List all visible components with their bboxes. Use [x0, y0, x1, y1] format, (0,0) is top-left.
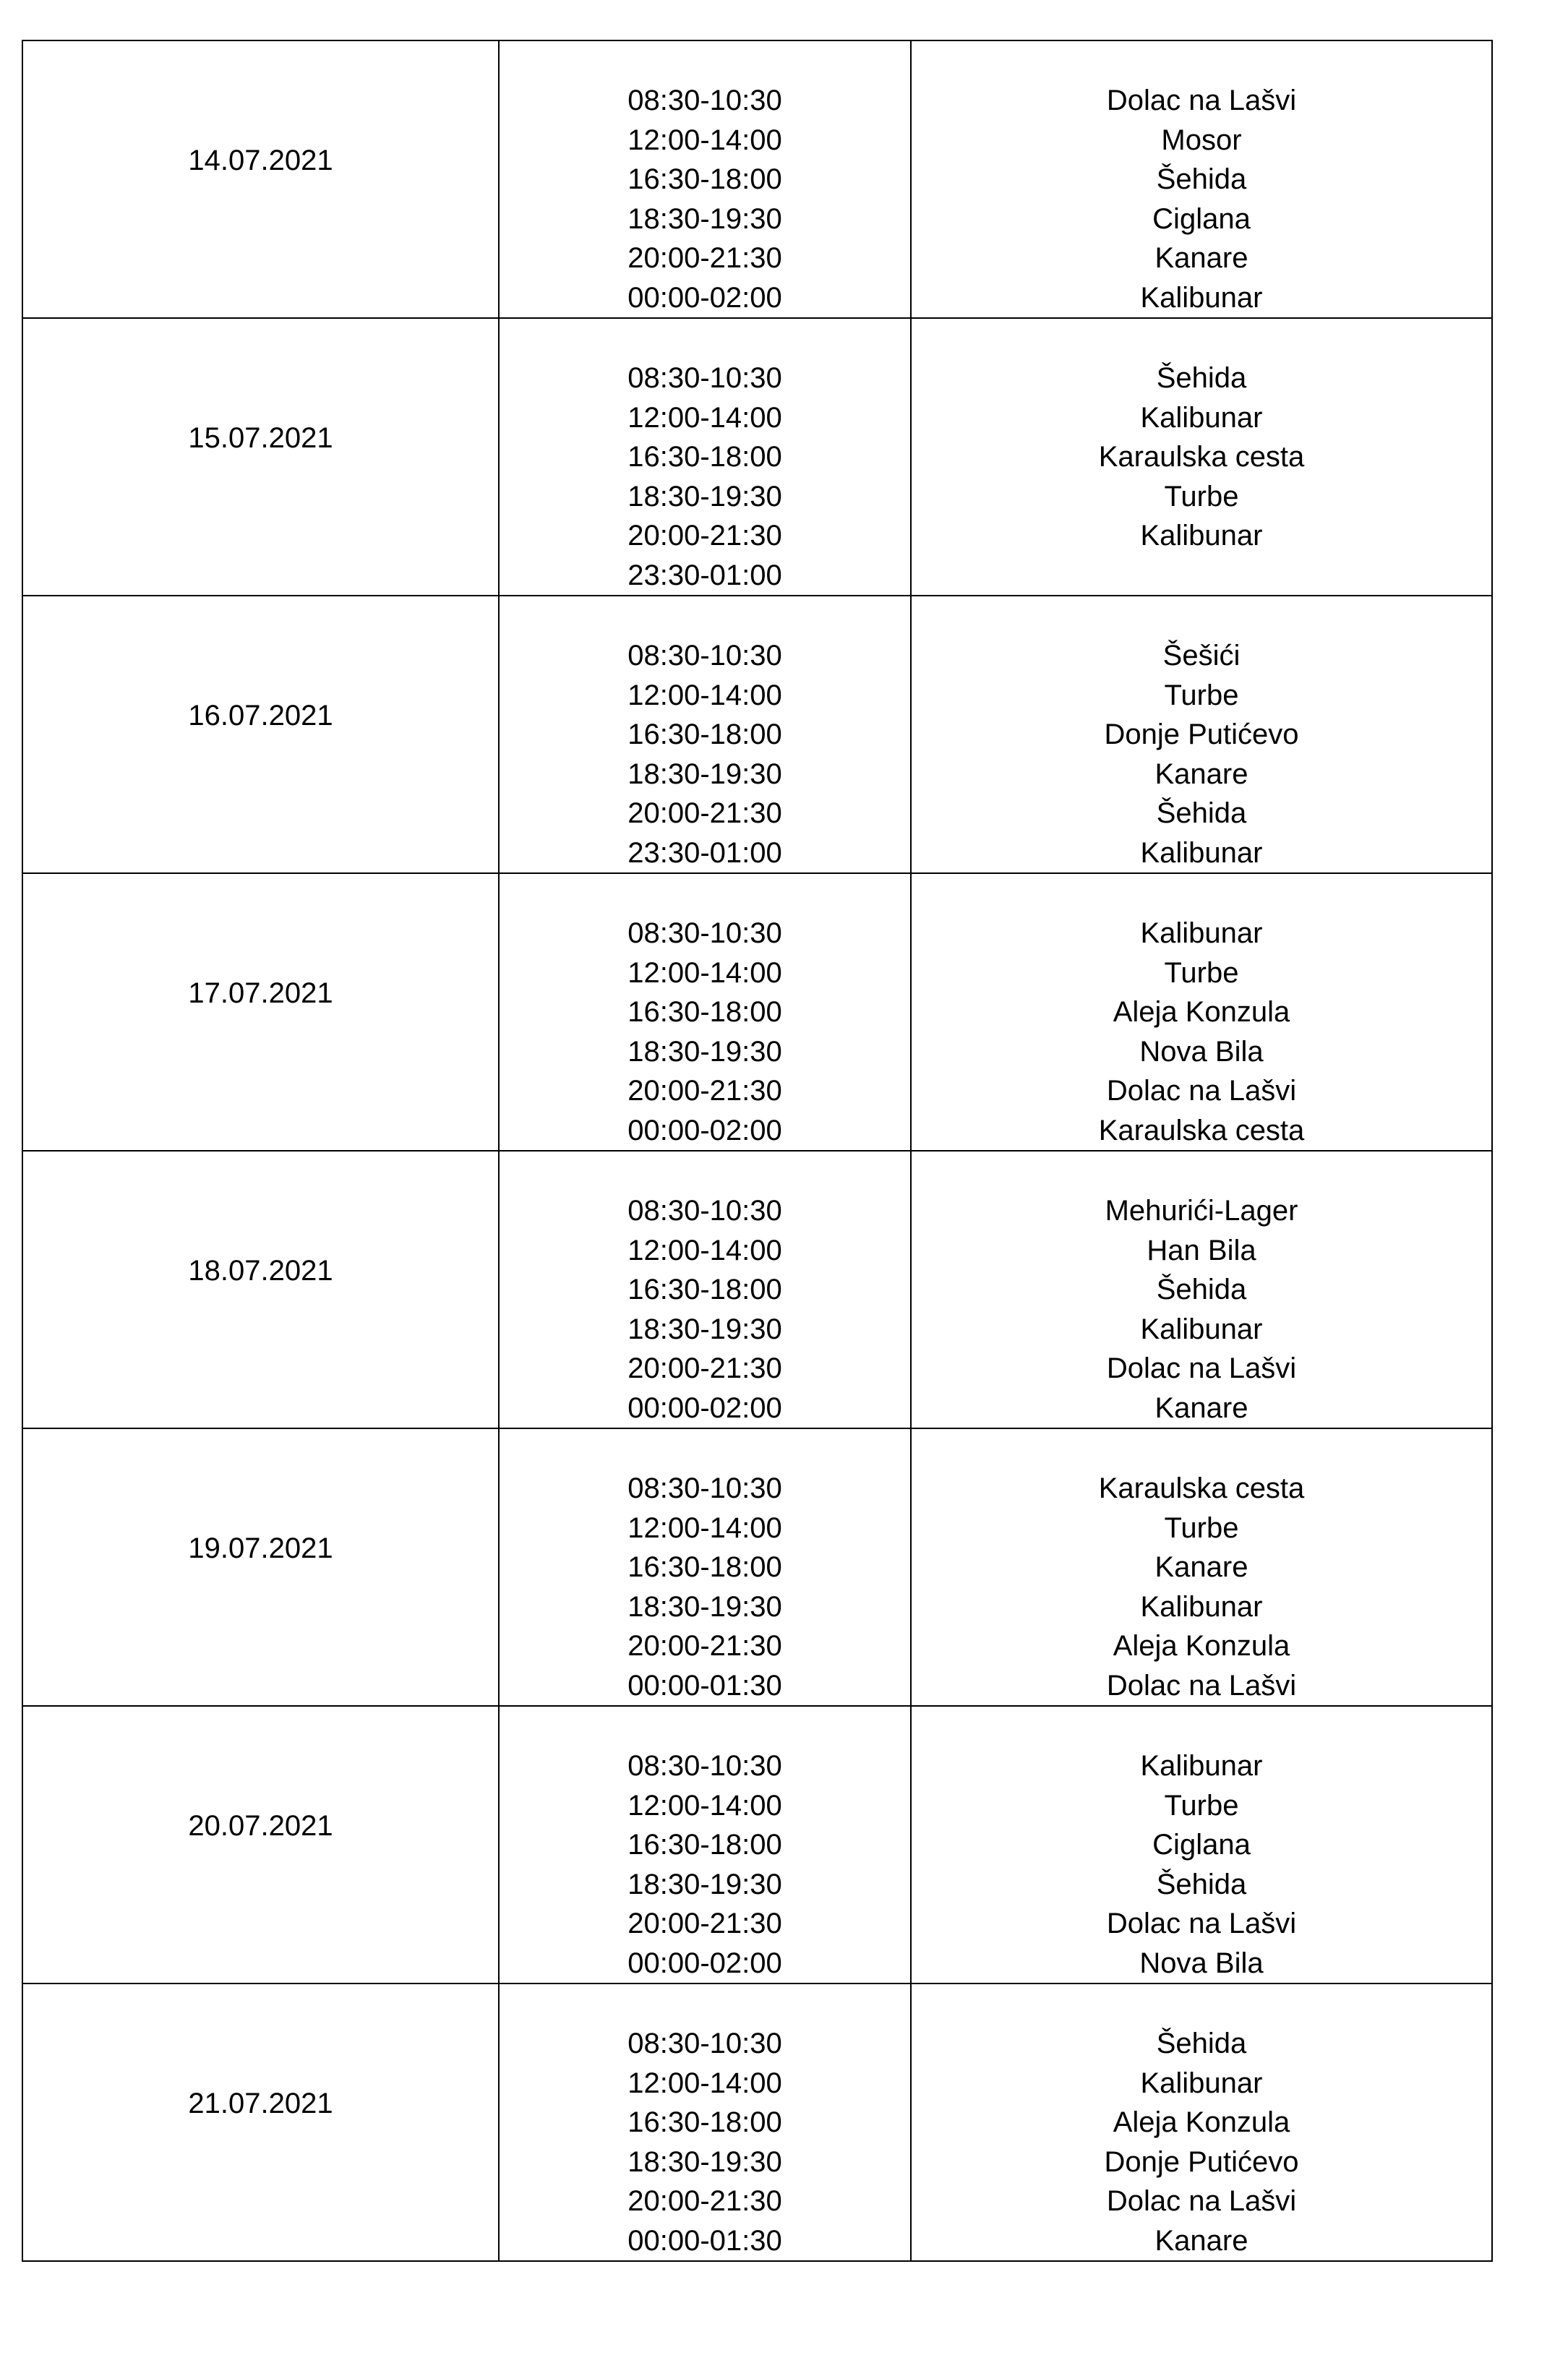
table-row	[22, 873, 1492, 1151]
table-row	[22, 318, 1492, 596]
time-slot: 16:30-18:00	[627, 996, 782, 1028]
date-cell	[22, 1706, 499, 1984]
location-cell	[911, 40, 1492, 318]
location-name: Karaulska cesta	[1098, 1472, 1305, 1504]
time-slot: 08:30-10:30	[627, 1472, 782, 1504]
location-name: Šehida	[1156, 163, 1247, 195]
location-name: Turbe	[1164, 1789, 1239, 1822]
time-slot: 18:30-19:30	[627, 758, 782, 790]
date-cell	[22, 596, 499, 873]
date-text: 16.07.2021	[188, 700, 333, 732]
time-slot: 08:30-10:30	[627, 1195, 782, 1227]
time-slot: 12:00-14:00	[627, 2067, 782, 2099]
location-name: Nova Bila	[1139, 1035, 1264, 1068]
time-slot: 16:30-18:00	[627, 441, 782, 473]
time-slot: 20:00-21:30	[627, 1352, 782, 1384]
time-slot: 18:30-19:30	[627, 1035, 782, 1068]
table-row	[22, 596, 1492, 873]
date-text: 14.07.2021	[188, 145, 333, 176]
date-text: 17.07.2021	[188, 977, 333, 1009]
time-slot: 08:30-10:30	[627, 640, 782, 672]
time-slot: 16:30-18:00	[627, 163, 782, 195]
time-slot: 00:00-01:30	[627, 2224, 782, 2257]
time-slot: 08:30-10:30	[627, 85, 782, 116]
time-slot: 18:30-19:30	[627, 1868, 782, 1900]
time-slot: 16:30-18:00	[627, 1829, 782, 1861]
date-text: 21.07.2021	[188, 2088, 333, 2119]
time-slot: 20:00-21:30	[627, 520, 782, 552]
time-slot: 20:00-21:30	[627, 1630, 782, 1662]
location-name: Aleja Konzula	[1113, 996, 1290, 1028]
location-cell	[911, 1984, 1492, 2261]
time-slot: 08:30-10:30	[627, 917, 782, 949]
time-slot: 12:00-14:00	[627, 124, 782, 156]
location-cell	[911, 1151, 1492, 1428]
time-slot: 12:00-14:00	[627, 679, 782, 711]
time-slot: 08:30-10:30	[627, 2028, 782, 2059]
location-name: Kanare	[1154, 1551, 1248, 1583]
location-name: Kalibunar	[1140, 917, 1263, 949]
location-name: Turbe	[1164, 480, 1239, 513]
time-slot: 00:00-02:00	[627, 1947, 782, 1979]
time-slot: 23:30-01:00	[627, 559, 782, 591]
time-slot: 20:00-21:30	[627, 242, 782, 274]
location-name: Mosor	[1161, 124, 1242, 156]
time-slot: 00:00-02:00	[627, 281, 782, 314]
time-slot: 00:00-01:30	[627, 1669, 782, 1702]
location-name: Šehida	[1156, 362, 1247, 394]
time-slot: 18:30-19:30	[627, 480, 782, 513]
location-name: Karaulska cesta	[1098, 441, 1305, 473]
time-slot: 20:00-21:30	[627, 2185, 782, 2217]
location-name: Dolac na Lašvi	[1106, 85, 1297, 116]
location-name: Dolac na Lašvi	[1106, 1908, 1297, 1939]
date-cell	[22, 318, 499, 596]
location-name: Kanare	[1154, 242, 1248, 274]
date-text: 20.07.2021	[188, 1810, 333, 1842]
time-cell	[499, 1428, 911, 1706]
time-slot: 18:30-19:30	[627, 2145, 782, 2178]
time-slot: 12:00-14:00	[627, 956, 782, 989]
location-name: Dolac na Lašvi	[1106, 1352, 1297, 1384]
location-name: Aleja Konzula	[1113, 1630, 1290, 1662]
table-row	[22, 40, 1492, 318]
location-name: Kanare	[1154, 2224, 1248, 2257]
location-cell	[911, 318, 1492, 596]
location-name: Kanare	[1154, 758, 1248, 790]
location-cell	[911, 596, 1492, 873]
location-name: Donje Putićevo	[1104, 2145, 1299, 2178]
table-row	[22, 1428, 1492, 1706]
location-name: Ciglana	[1152, 202, 1251, 235]
location-name: Aleja Konzula	[1113, 2106, 1290, 2138]
time-slot: 12:00-14:00	[627, 1511, 782, 1544]
time-cell	[499, 1706, 911, 1984]
date-text: 19.07.2021	[188, 1532, 333, 1564]
time-slot: 08:30-10:30	[627, 1750, 782, 1782]
location-cell	[911, 873, 1492, 1151]
date-cell	[22, 40, 499, 318]
location-name: Mehurići-Lager	[1105, 1195, 1298, 1227]
location-name: Kalibunar	[1140, 1590, 1263, 1623]
location-cell	[911, 1428, 1492, 1706]
location-name: Kalibunar	[1140, 401, 1263, 434]
time-cell	[499, 1151, 911, 1428]
location-name: Han Bila	[1147, 1234, 1256, 1266]
location-name: Šehida	[1156, 797, 1247, 829]
date-cell	[22, 1151, 499, 1428]
time-slot: 08:30-10:30	[627, 362, 782, 394]
time-slot: 16:30-18:00	[627, 719, 782, 750]
time-slot: 16:30-18:00	[627, 1274, 782, 1305]
location-name: Kanare	[1154, 1391, 1248, 1424]
table-row	[22, 1984, 1492, 2261]
location-name	[912, 556, 1491, 596]
date-cell	[22, 1428, 499, 1706]
location-name: Kalibunar	[1140, 2067, 1263, 2099]
location-name: Karaulska cesta	[1098, 1114, 1305, 1146]
time-slot: 16:30-18:00	[627, 1551, 782, 1583]
time-cell	[499, 873, 911, 1151]
location-name: Turbe	[1164, 956, 1239, 989]
date-cell	[22, 1984, 499, 2261]
location-name: Šehida	[1156, 1868, 1247, 1900]
location-name: Šešići	[1162, 640, 1241, 672]
time-slot: 20:00-21:30	[627, 797, 782, 829]
schedule-body	[22, 40, 1492, 2261]
time-slot: 12:00-14:00	[627, 1234, 782, 1266]
location-name: Dolac na Lašvi	[1106, 1669, 1297, 1702]
time-cell	[499, 40, 911, 318]
location-name: Ciglana	[1152, 1829, 1251, 1861]
time-slot: 12:00-14:00	[627, 401, 782, 434]
location-name: Šehida	[1156, 2028, 1247, 2059]
location-name: Šehida	[1156, 1274, 1247, 1305]
time-slot: 00:00-02:00	[627, 1114, 782, 1146]
time-slot: 20:00-21:30	[627, 1075, 782, 1107]
time-slot: 00:00-02:00	[627, 1391, 782, 1424]
table-row	[22, 1706, 1492, 1984]
location-name: Dolac na Lašvi	[1106, 2185, 1297, 2217]
time-cell	[499, 596, 911, 873]
location-name: Kalibunar	[1140, 520, 1263, 552]
time-cell	[499, 1984, 911, 2261]
location-name: Kalibunar	[1140, 1750, 1263, 1782]
date-text: 18.07.2021	[188, 1255, 333, 1287]
time-slot: 23:30-01:00	[627, 836, 782, 869]
location-name: Turbe	[1164, 679, 1239, 711]
time-slot: 12:00-14:00	[627, 1789, 782, 1822]
date-cell	[22, 873, 499, 1151]
time-slot: 18:30-19:30	[627, 202, 782, 235]
location-name: Donje Putićevo	[1104, 719, 1299, 750]
location-name: Kalibunar	[1140, 836, 1263, 869]
schedule-table	[22, 40, 1493, 2262]
location-name: Dolac na Lašvi	[1106, 1075, 1297, 1107]
time-slot: 18:30-19:30	[627, 1590, 782, 1623]
table-row	[22, 1151, 1492, 1428]
location-cell	[911, 1706, 1492, 1984]
location-name: Turbe	[1164, 1511, 1239, 1544]
location-name: Kalibunar	[1140, 1313, 1263, 1345]
date-text: 15.07.2021	[188, 422, 333, 454]
time-slot: 20:00-21:30	[627, 1908, 782, 1939]
time-slot: 16:30-18:00	[627, 2106, 782, 2138]
location-name: Nova Bila	[1139, 1947, 1264, 1979]
time-cell	[499, 318, 911, 596]
time-slot: 18:30-19:30	[627, 1313, 782, 1345]
location-name: Kalibunar	[1140, 281, 1263, 314]
